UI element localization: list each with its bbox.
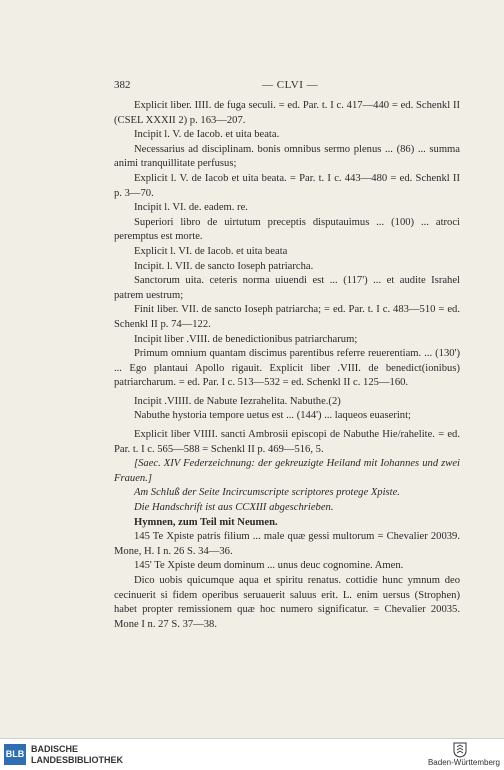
- text-line: Dico uobis quicumque aqua et spiritu renatus. cottidie hunc ymnum deo cecinuerit si fidem operibus seruauerit saluus erit. L. enim uersus (Strophen) habet propter remissionem quæ hoc numero significatur. = Chevalier 20035. Mone I n. 27 S. 37—38.: [114, 575, 460, 630]
- text-line: Necessarius ad disciplinam. bonis omnibus sermo plenus ... (86) ... summa animi tranquillitate perfusus;: [114, 143, 460, 170]
- text-line: Primum omnium quantam discimus parentibus referre reuerentiam. ... (130') ... Ego plantaui Apollo rigauit. Explicit liber .VIII. de benedict(ionibus) patriarcharum. = ed. Par. I c. 513—532 = ed. Schenkl II c. 125—160.: [114, 348, 460, 389]
- text-line: Incipit l. V. de Iacob. et uita beata.: [134, 129, 280, 141]
- section-heading: Hymnen, zum Teil mit Neumen.: [134, 516, 278, 528]
- note-line: [Saec. XIV Federzeichnung: der gekreuzigte Heiland mit Iohannes und zwei Frauen.]: [114, 458, 460, 484]
- text-line: Superiori libro de uirtutum preceptis disputauimus ... (100) ... atroci peremptus est morte.: [114, 216, 460, 243]
- library-footer: [0, 738, 504, 770]
- partner-name: Baden-Württemberg: [427, 758, 500, 767]
- text-line: 145 Te Xpiste patris filium ... male quæ gessi multorum = Chevalier 20039. Mone, H. I n. 26 S. 34—36.: [114, 531, 460, 557]
- text-body: [114, 99, 460, 632]
- blb-logo-icon: BLB: [4, 744, 26, 765]
- text-line: Incipit .VIIII. de Nabute Iezrahelita. Nabuthe.(2): [134, 395, 341, 407]
- text-line: Explicit l. V. de Iacob et uita beata. = Par. t. I c. 443—480 = ed. Schenkl II p. 3—70.: [114, 172, 460, 199]
- crest-icon: [453, 742, 467, 758]
- text-line: Explicit l. VI. de Iacob. et uita beata: [134, 245, 288, 257]
- institution-name: BADISCHE LANDESBIBLIOTHEK: [31, 744, 123, 765]
- text-line: 145' Te Xpiste deum dominum ... unus deuc cognomine. Amen.: [134, 560, 404, 572]
- text-line: Incipit. l. VII. de sancto Ioseph patriarcha.: [134, 260, 314, 272]
- text-line: Sanctorum uita. ceteris norma uiuendi est ... (117') ... et audite Israhel patrem uestrum;: [114, 275, 460, 301]
- text-line: Nabuthe hystoria tempore uetus est ... (144') ... laqueos euaserint;: [134, 410, 411, 422]
- text-line: Finit liber. VII. de sancto Ioseph patriarcha; = ed. Par. t. I c. 483—510 = ed. Schenkl II p. 74—122.: [114, 304, 460, 330]
- text-line: Explicit liber VIIII. sancti Ambrosii episcopi de Nabuthe Hie/rahelite. = ed. Par. t. I c. 565—588 = Schenkl II p. 469—516, 5.: [114, 429, 460, 455]
- text-line: Explicit liber. IIII. de fuga seculi. = ed. Par. t. I c. 417—440 = ed. Schenkl II (CSEL XXXII 2) p. 163—207.: [114, 100, 460, 126]
- page-header: [114, 79, 460, 95]
- section-number: — CLVI —: [262, 79, 319, 91]
- text-line: Incipit l. VI. de. eadem. re.: [134, 202, 248, 214]
- text-line: Incipit liber .VIII. de benedictionibus patriarcharum;: [134, 333, 358, 345]
- note-line: Am Schluß der Seite Incircumscripte scriptores protege Xpiste.: [134, 487, 400, 499]
- note-line: Die Handschrift ist aus CCXIII abgeschrieben.: [134, 502, 334, 514]
- page-number: 382: [114, 79, 131, 91]
